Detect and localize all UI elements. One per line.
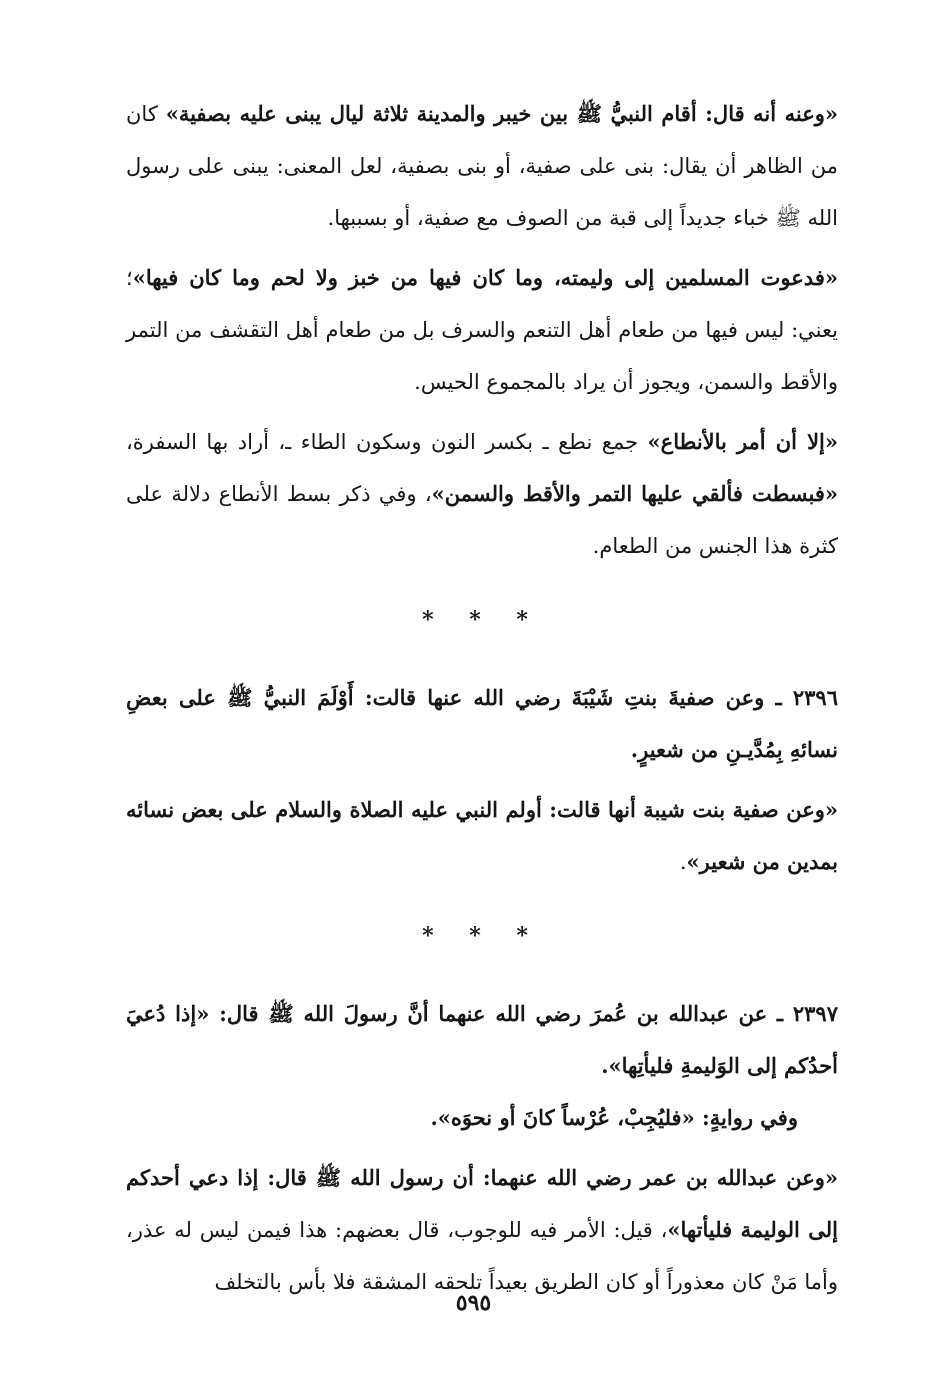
commentary-paragraph — [126, 416, 838, 572]
quoted-text: «وعن صفية بنت شيبة أنها قالت: أولم النبي عليه الصلاة والسلام على بعض نسائه بمدين من شعير» — [126, 797, 838, 874]
hadith-2396: ٢٣٩٦ ـ وعن صفيةَ بنتِ شَيْبَةَ رضي الله عنها قالت: أَوْلَمَ النبيُّ ﷺ على بعضِ نسائهِ بِمُدَّيـنِ من شعيرٍ. — [126, 685, 838, 762]
page-number: ٥٩٥ — [455, 1290, 492, 1316]
commentary-paragraph — [126, 1152, 838, 1308]
commentary-paragraph — [126, 784, 838, 888]
commentary-text: ، وفي ذكر بسط الأنطاع دلالة على كثرة هذا الجنس من الطعام. — [126, 482, 838, 558]
commentary-text: كان من الظاهر أن يقال: بنى على صفية، أو بنى بصفية، لعل المعنى: يبنى على رسول الله ﷺ خباء جديداً إلى قبة من الصوف مع صفية، أو بسببها. — [126, 102, 838, 230]
commentary-text: ؛ يعني: ليس فيها من طعام أهل التنعم والسرف بل من طعام أهل التقشف من التمر والأقط والسمن، ويجوز أن يراد بالمجموع الحيس. — [126, 266, 838, 394]
commentary-text: جمع نطع ـ بكسر النون وسكون الطاء ـ، أراد بها السفرة، — [126, 430, 648, 454]
hadith-2397: ٢٣٩٧ ـ عن عبدالله بن عُمرَ رضي الله عنهما أنَّ رسولَ الله ﷺ قال: «إذا دُعيَ أحدُكم إلى الوَليمةِ فليأتِها». — [126, 1001, 838, 1078]
commentary-paragraph — [126, 88, 838, 244]
section-separator: * * * — [422, 607, 542, 633]
quoted-text: «فبسطت فألقي عليها التمر والأقط والسمن» — [431, 481, 838, 506]
commentary-paragraph — [126, 252, 838, 408]
quoted-text: «وعنه أنه قال: أقام النبيُّ ﷺ بين خيبر والمدينة ثلاثة ليال يبنى عليه بصفية» — [165, 101, 838, 126]
quoted-text: «وعن عبدالله بن عمر رضي الله عنهما: أن رسول الله ﷺ قال: إذا دعي أحدكم إلى الوليمة فليأتها» — [126, 1165, 838, 1242]
commentary-text: ، قيل: الأمر فيه للوجوب، قال بعضهم: هذا فيمن ليس له عذر، وأما مَنْ كان معذوراً أو كان الطريق بعيداً تلحقه المشقة فلا بأس بالتخلف — [126, 1218, 838, 1294]
quoted-text: «إلا أن أمر بالأنطاع» — [647, 429, 839, 454]
section-separator: * * * — [422, 923, 542, 949]
hadith-2397-riwaya: وفي روايةٍ: «فليُجِبْ، عُرْساً كانَ أو نحوَه». — [430, 1105, 798, 1130]
commentary-text: . — [679, 850, 687, 874]
page-body — [126, 88, 838, 1308]
quoted-text: «فدعوت المسلمين إلى وليمته، وما كان فيها من خبز ولا لحم وما كان فيها» — [132, 265, 838, 290]
